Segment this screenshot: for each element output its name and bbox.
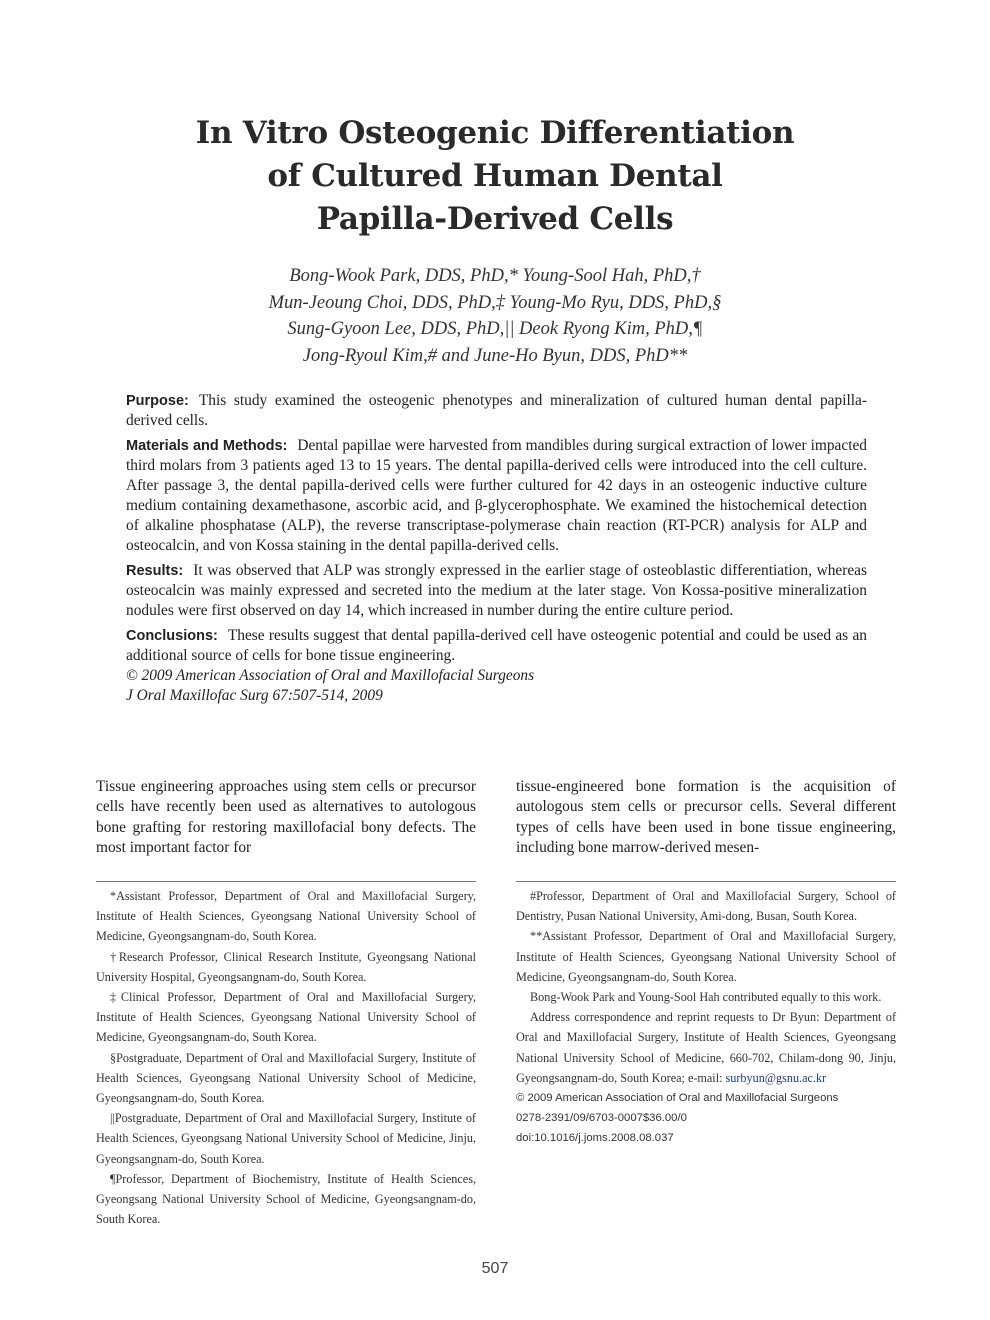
abstract-copyright: © 2009 American Association of Oral and Maxillofacial Surgeons bbox=[126, 667, 535, 684]
author-line: Bong-Wook Park, DDS, PhD,* Young-Sool Hah, PhD,† bbox=[289, 266, 701, 286]
footnote: ‡Clinical Professor, Department of Oral and Maxillofacial Surgery, Institute of Health Sciences, Gyeongsang National University School of Medicine, Gyeongsangnam-do, South Korea. bbox=[96, 990, 476, 1045]
footnote-divider-right bbox=[516, 881, 896, 882]
methods-heading: Materials and Methods: bbox=[126, 438, 288, 454]
author-list bbox=[0, 263, 990, 369]
conclusions-text: These results suggest that dental papilla-derived cell have osteogenic potential and could be used as an additional source of cells for bone tissue engineering. bbox=[126, 627, 867, 664]
conclusions-heading: Conclusions: bbox=[126, 628, 218, 644]
copyright-line: © 2009 American Association of Oral and Maxillofacial Surgeons bbox=[516, 1092, 839, 1105]
footnote-divider-left bbox=[96, 881, 476, 882]
abstract-results bbox=[126, 561, 867, 621]
author-line: Mun-Jeoung Choi, DDS, PhD,‡ Young-Mo Ryu, DDS, PhD,§ bbox=[268, 292, 722, 313]
author-line: Sung-Gyoon Lee, DDS, PhD,|| Deok Ryong Kim, PhD,¶ bbox=[287, 319, 703, 339]
footnote: Bong-Wook Park and Young-Sool Hah contributed equally to this work. bbox=[530, 990, 882, 1005]
title-line: Papilla-Derived Cells bbox=[316, 201, 674, 237]
correspondence-text: Address correspondence and reprint requests to Dr Byun: Department of Oral and Maxillofacial Surgery, Institute of Health Sciences, Gyeongsang National University School of Medicine, 660-702, Chilam-dong 90, Jinju, Gyeongsangnam-do, South Korea; e-mail: bbox=[516, 1010, 896, 1085]
footnote: §Postgraduate, Department of Oral and Maxillofacial Surgery, Institute of Health Sciences, Gyeongsang National University School of Medicine, Gyeongsangnam-do, South Korea. bbox=[96, 1050, 476, 1106]
abstract-citation: J Oral Maxillofac Surg 67:507-514, 2009 bbox=[126, 687, 383, 704]
issn-line: 0278-2391/09/6703-0007$36.00/0 bbox=[516, 1112, 687, 1125]
footnote: #Professor, Department of Oral and Maxillofacial Surgery, School of Dentistry, Pusan National University, Ami-dong, Busan, South Korea. bbox=[516, 889, 896, 924]
article-title bbox=[0, 112, 990, 241]
results-text: It was observed that ALP was strongly expressed in the earlier stage of osteoblastic differentiation, whereas osteocalcin was mainly expressed and secreted into the medium at the later stage. Von Kossa-positive mineralization nodules were first observed on day 14, which increased in number during the entire culture period. bbox=[126, 562, 867, 619]
email-link[interactable]: surbyun@gsnu.ac.kr bbox=[725, 1070, 827, 1085]
methods-text: Dental papillae were harvested from mandibles during surgical extraction of lower impacted third molars from 3 patients aged 13 to 15 years. The dental papilla-derived cells were introduced into the cell culture. After passage 3, the dental papilla-derived cells were further cultured for 42 days in an osteogenic inductive culture medium containing dexamethasone, ascorbic acid, and β-glycerophosphate. We examined the histochemical detection of alkaline phosphatase (ALP), the reverse transcriptase-polymerase chain reaction (RT-PCR) analysis for ALP and osteocalcin, and von Kossa staining in the dental papilla-derived cells. bbox=[126, 437, 867, 554]
author-line: Jong-Ryoul Kim,# and June-Ho Byun, DDS, PhD** bbox=[302, 345, 688, 366]
purpose-heading: Purpose: bbox=[126, 393, 189, 409]
footnotes-right bbox=[516, 886, 896, 1149]
results-heading: Results: bbox=[126, 563, 184, 579]
abstract bbox=[126, 391, 867, 706]
doi-line: doi:10.1016/j.joms.2008.08.037 bbox=[516, 1132, 674, 1145]
body-text-right: tissue-engineered bone formation is the acquisition of autologous stem cells or precursor cells. Several different types of cells have been used in bone tissue engineering, including bone marrow-derived mesen- bbox=[516, 778, 896, 857]
footnote: **Assistant Professor, Department of Oral and Maxillofacial Surgery, Institute of Health Sciences, Gyeongsang National University School of Medicine, Gyeongsangnam-do, South Korea. bbox=[516, 929, 896, 984]
abstract-methods bbox=[126, 436, 867, 556]
footnote: †Research Professor, Clinical Research Institute, Gyeongsang National University Hospital, Gyeongsangnam-do, South Korea. bbox=[96, 949, 476, 984]
abstract-purpose bbox=[126, 391, 867, 431]
purpose-text: This study examined the osteogenic phenotypes and mineralization of cultured human dental papilla-derived cells. bbox=[126, 392, 867, 429]
footnotes-left bbox=[96, 886, 476, 1229]
footnote: ||Postgraduate, Department of Oral and Maxillofacial Surgery, Institute of Health Sciences, Gyeongsang National University School of Medicine, Jinju, Gyeongsangnam-do, South Korea. bbox=[96, 1111, 476, 1166]
abstract-conclusions bbox=[126, 626, 867, 666]
footnote: *Assistant Professor, Department of Oral and Maxillofacial Surgery, Institute of Health Sciences, Gyeongsang National University School of Medicine, Gyeongsangnam-do, South Korea. bbox=[96, 889, 476, 944]
body-text-left: Tissue engineering approaches using stem cells or precursor cells have recently been used as alternatives to autologous bone grafting for restoring maxillofacial bony defects. The most important factor for bbox=[96, 778, 476, 857]
page-number: 507 bbox=[481, 1260, 509, 1277]
title-line: of Cultured Human Dental bbox=[267, 158, 723, 194]
title-line: In Vitro Osteogenic Differentiation bbox=[195, 115, 795, 151]
correspondence bbox=[516, 1007, 896, 1088]
footnote: ¶Professor, Department of Biochemistry, Institute of Health Sciences, Gyeongsang National University School of Medicine, Gyeongsangnam-do, South Korea. bbox=[96, 1171, 476, 1227]
